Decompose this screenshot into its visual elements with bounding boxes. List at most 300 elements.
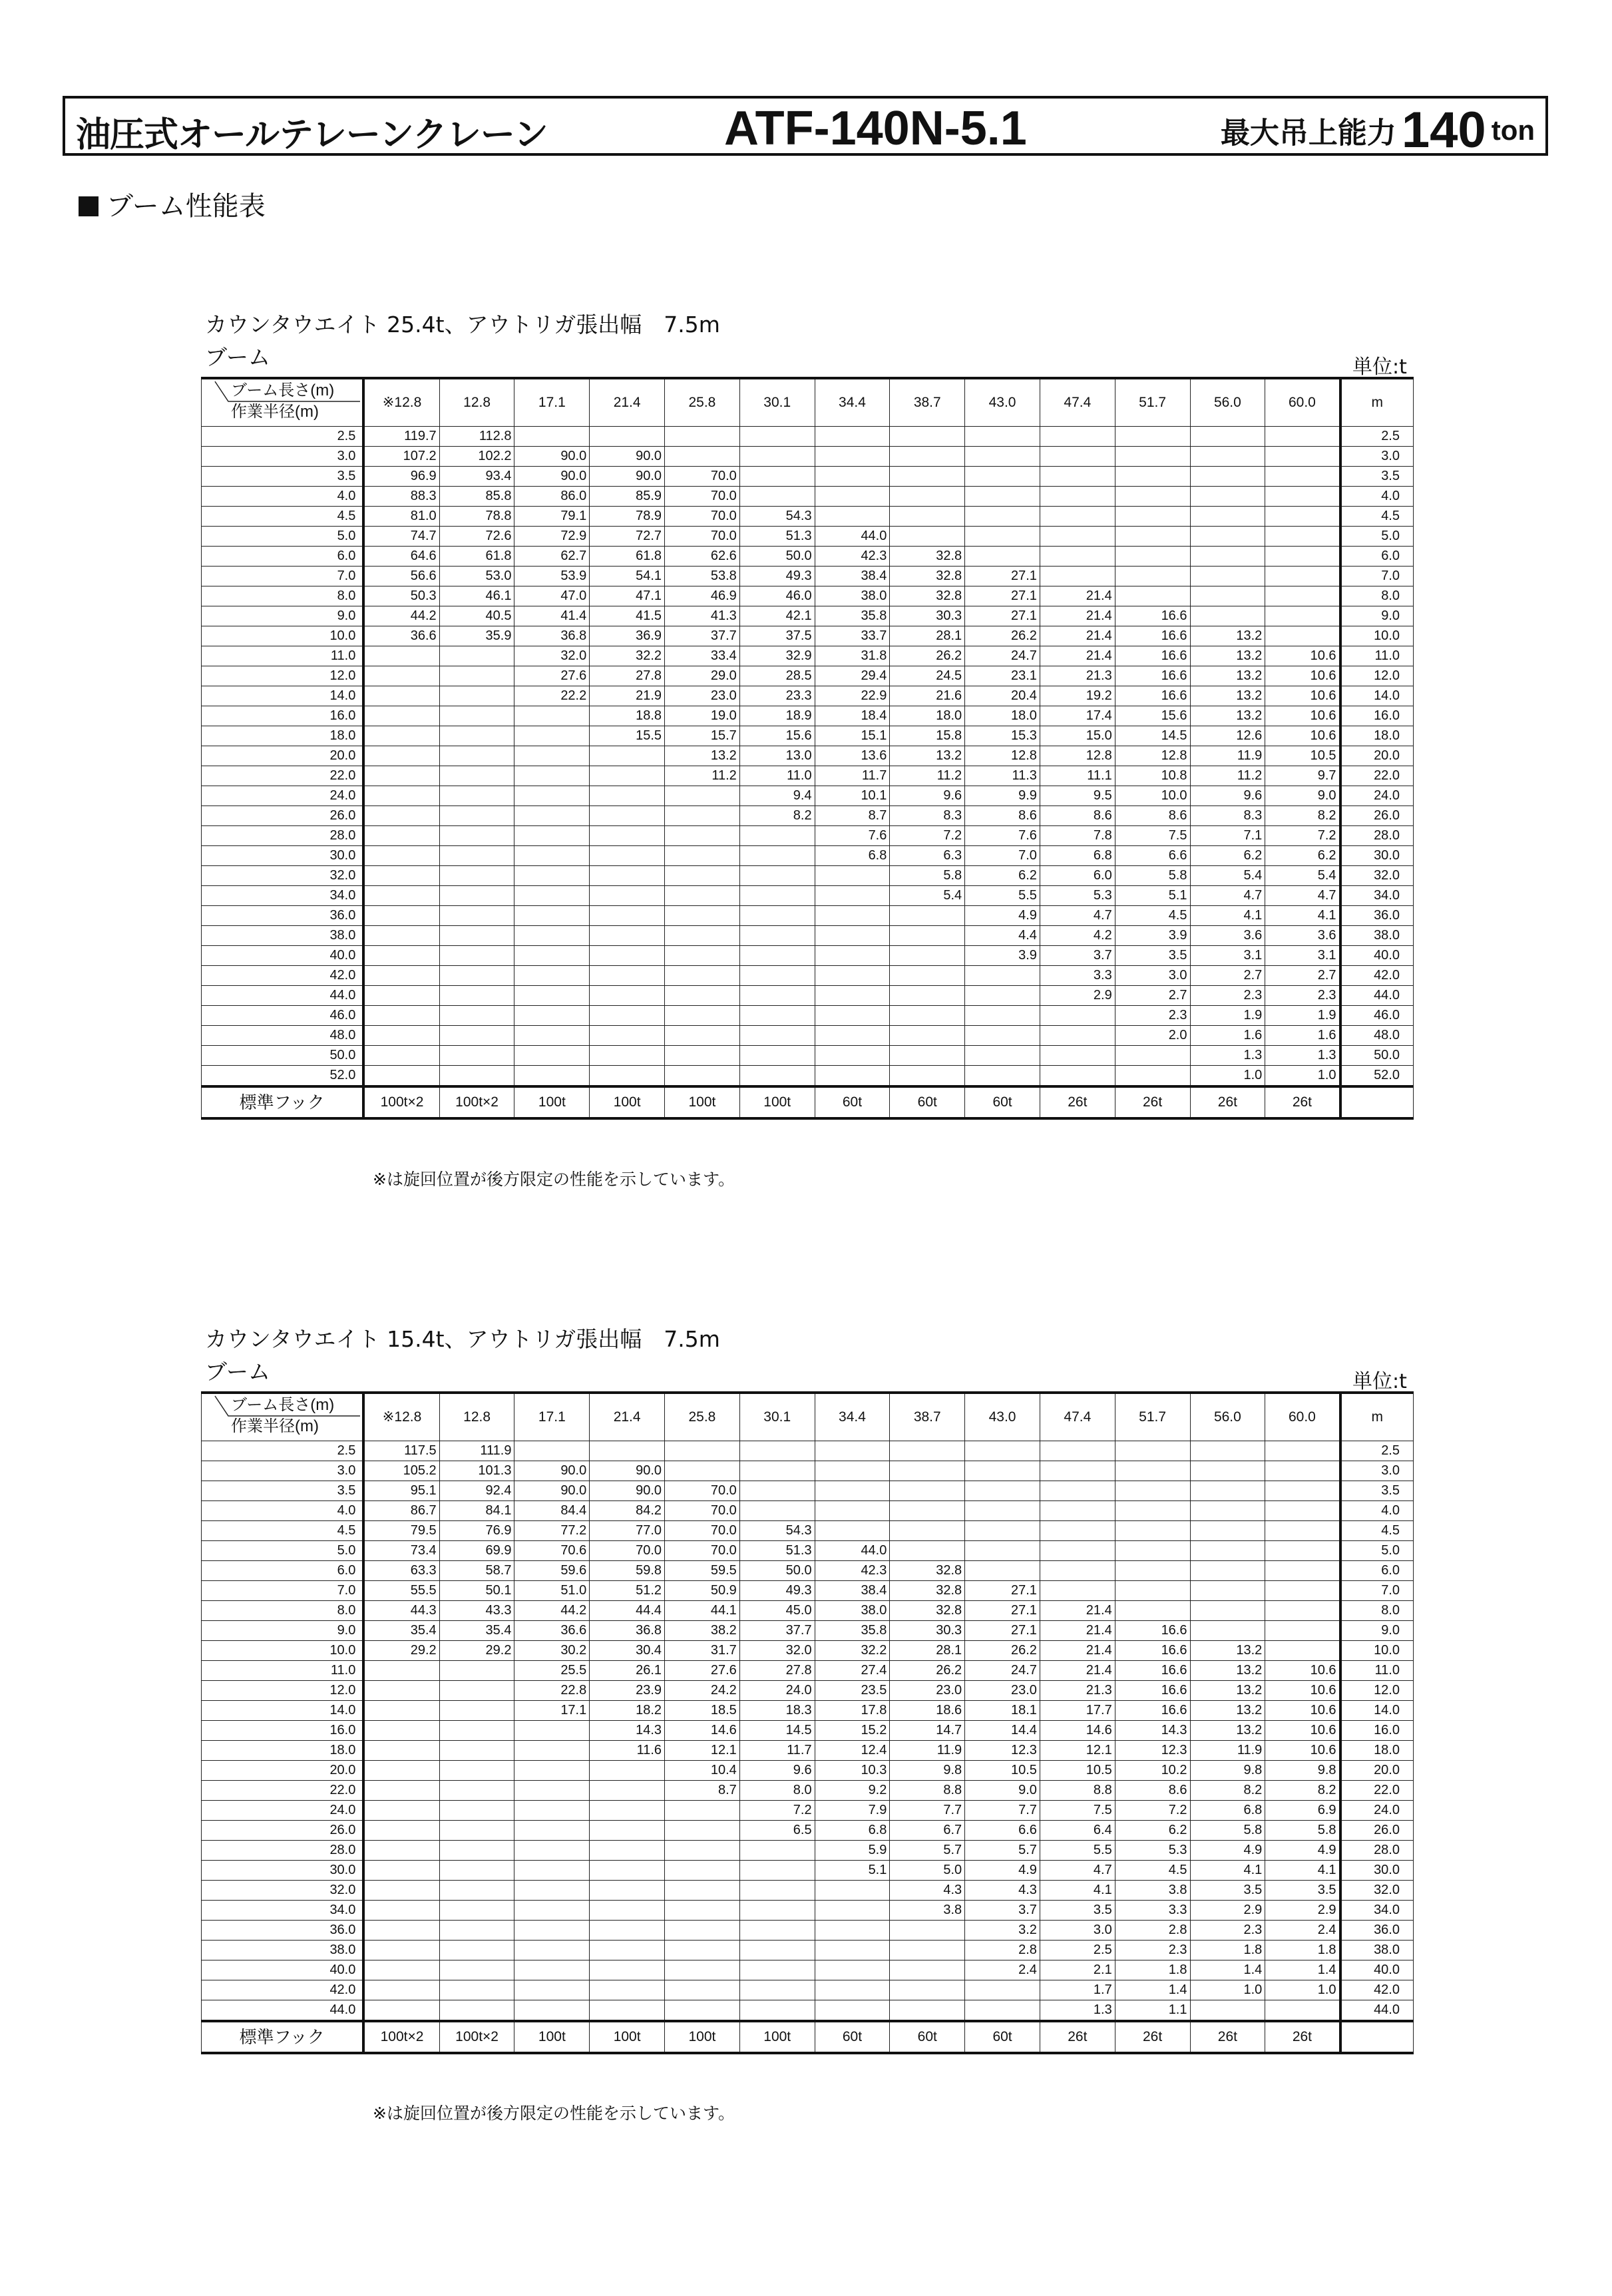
capacity-cell: 85.9 <box>590 487 665 507</box>
capacity-cell: 13.2 <box>890 746 965 766</box>
capacity-cell <box>1040 1581 1115 1601</box>
capacity-cell: 4.9 <box>965 1861 1040 1881</box>
capacity-cell: 2.7 <box>1115 986 1190 1006</box>
capacity-cell <box>890 966 965 986</box>
capacity-cell: 11.9 <box>1190 1741 1265 1761</box>
working-radius: 7.0 <box>202 1581 364 1601</box>
working-radius-right: 11.0 <box>1340 646 1414 666</box>
capacity-cell: 36.8 <box>590 1621 665 1641</box>
capacity-cell <box>1040 567 1115 586</box>
capacity-cell: 33.4 <box>665 646 740 666</box>
capacity-cell <box>514 1861 590 1881</box>
capacity-cell <box>1190 527 1265 547</box>
hook-cell: 60t <box>890 1086 965 1118</box>
capacity-cell: 59.5 <box>665 1561 740 1581</box>
capacity-cell <box>1190 586 1265 606</box>
capacity-cell: 84.4 <box>514 1501 590 1521</box>
working-radius: 22.0 <box>202 766 364 786</box>
capacity-cell: 10.5 <box>1265 746 1340 766</box>
hook-row-end <box>1340 1086 1414 1118</box>
hook-cell: 100t <box>590 1086 665 1118</box>
capacity-cell: 10.8 <box>1115 766 1190 786</box>
capacity-cell <box>890 906 965 926</box>
capacity-cell: 14.7 <box>890 1721 965 1741</box>
capacity-cell: 5.4 <box>1265 866 1340 886</box>
footnote: ※は旋回位置が後方限定の性能を示しています。 <box>373 2104 735 2123</box>
table-row <box>202 986 1414 1006</box>
capacity-cell <box>815 1980 890 2000</box>
capacity-cell: 12.8 <box>1115 746 1190 766</box>
capacity-cell: 3.3 <box>1040 966 1115 986</box>
capacity-cell <box>965 1501 1040 1521</box>
capacity-cell <box>1265 2000 1340 2022</box>
capacity-cell: 21.3 <box>1040 1681 1115 1701</box>
capacity-cell <box>1265 547 1340 567</box>
capacity-cell: 9.6 <box>890 786 965 806</box>
capacity-cell: 5.7 <box>890 1841 965 1861</box>
capacity-cell: 5.4 <box>1190 866 1265 886</box>
capacity-cell: 1.9 <box>1265 1006 1340 1026</box>
capacity-cell <box>739 467 815 487</box>
working-radius-right: 8.0 <box>1340 1601 1414 1621</box>
capacity-cell: 7.2 <box>1115 1801 1190 1821</box>
capacity-cell <box>363 866 439 886</box>
capacity-cell: 15.8 <box>890 726 965 746</box>
capacity-cell <box>815 1921 890 1941</box>
capacity-unit: ton <box>1491 114 1535 146</box>
capacity-cell <box>439 1781 514 1801</box>
boom-length-col: 60.0 <box>1265 1393 1340 1441</box>
working-radius-right: 4.0 <box>1340 487 1414 507</box>
table-row <box>202 467 1414 487</box>
capacity-cell: 4.1 <box>1040 1881 1115 1901</box>
working-radius-right: 34.0 <box>1340 886 1414 906</box>
capacity-cell <box>1040 1481 1115 1501</box>
capacity-cell: 22.2 <box>514 686 590 706</box>
working-radius-right: 14.0 <box>1340 1701 1414 1721</box>
boom-length-col: ※12.8 <box>363 378 439 427</box>
capacity-cell: 46.0 <box>739 586 815 606</box>
capacity-cell: 10.6 <box>1265 1721 1340 1741</box>
title-banner <box>63 96 1548 156</box>
capacity-cell: 4.9 <box>1190 1841 1265 1861</box>
working-radius: 42.0 <box>202 966 364 986</box>
capacity-cell: 18.5 <box>665 1701 740 1721</box>
capacity-cell: 1.3 <box>1040 2000 1115 2022</box>
working-radius: 6.0 <box>202 547 364 567</box>
capacity-cell <box>363 666 439 686</box>
capacity-cell: 15.7 <box>665 726 740 746</box>
capacity-cell <box>439 646 514 666</box>
capacity-cell: 42.3 <box>815 547 890 567</box>
capacity-cell <box>1190 2000 1265 2022</box>
working-radius: 4.0 <box>202 1501 364 1521</box>
capacity-cell <box>439 1841 514 1861</box>
capacity-cell: 72.7 <box>590 527 665 547</box>
capacity-cell: 70.0 <box>665 1541 740 1561</box>
capacity-cell <box>890 1026 965 1046</box>
working-radius: 28.0 <box>202 826 364 846</box>
capacity-cell: 90.0 <box>514 1481 590 1501</box>
capacity-cell <box>363 886 439 906</box>
table-row <box>202 1046 1414 1066</box>
capacity-cell <box>1115 567 1190 586</box>
boom-length-col: ※12.8 <box>363 1393 439 1441</box>
capacity-cell <box>439 1960 514 1980</box>
capacity-cell: 10.5 <box>1040 1761 1115 1781</box>
capacity-label: 最大吊上能力 <box>1220 116 1396 150</box>
capacity-cell <box>1265 1481 1340 1501</box>
capacity-cell: 90.0 <box>590 1481 665 1501</box>
capacity-cell <box>439 1921 514 1941</box>
capacity-cell <box>1040 447 1115 467</box>
capacity-cell: 5.8 <box>1190 1821 1265 1841</box>
capacity-cell <box>363 1980 439 2000</box>
working-radius: 50.0 <box>202 1046 364 1066</box>
table-row <box>202 1621 1414 1641</box>
capacity-cell <box>590 1861 665 1881</box>
capacity-cell <box>739 1881 815 1901</box>
hook-cell: 100t×2 <box>439 2021 514 2053</box>
capacity-cell <box>363 1921 439 1941</box>
capacity-cell: 1.8 <box>1115 1960 1190 1980</box>
capacity-cell: 28.5 <box>739 666 815 686</box>
capacity-cell <box>590 1026 665 1046</box>
capacity-cell: 2.8 <box>1115 1921 1190 1941</box>
capacity-cell: 1.1 <box>1115 2000 1190 2022</box>
working-radius: 52.0 <box>202 1066 364 1087</box>
capacity-cell <box>514 1066 590 1087</box>
capacity-cell: 9.9 <box>965 786 1040 806</box>
table-row <box>202 1681 1414 1701</box>
capacity-cell <box>665 1941 740 1960</box>
table-row <box>202 1841 1414 1861</box>
capacity-cell: 4.7 <box>1265 886 1340 906</box>
capacity-cell: 10.6 <box>1265 1741 1340 1761</box>
capacity-cell <box>590 1441 665 1461</box>
capacity-cell <box>815 1026 890 1046</box>
capacity-cell <box>1265 447 1340 467</box>
capacity-cell: 12.3 <box>965 1741 1040 1761</box>
capacity-cell: 10.6 <box>1265 1661 1340 1681</box>
capacity-cell: 28.1 <box>890 626 965 646</box>
capacity-cell <box>965 966 1040 986</box>
capacity-cell: 16.6 <box>1115 646 1190 666</box>
boom-label: ブーム <box>205 1359 271 1385</box>
capacity-cell <box>1190 547 1265 567</box>
working-radius: 34.0 <box>202 886 364 906</box>
capacity-cell <box>514 1781 590 1801</box>
capacity-cell: 4.1 <box>1265 1861 1340 1881</box>
capacity-cell <box>439 726 514 746</box>
working-radius: 34.0 <box>202 1901 364 1921</box>
capacity-cell: 14.3 <box>1115 1721 1190 1741</box>
capacity-cell: 9.8 <box>890 1761 965 1781</box>
capacity-cell: 45.0 <box>739 1601 815 1621</box>
capacity-cell <box>363 1960 439 1980</box>
working-radius: 11.0 <box>202 1661 364 1681</box>
capacity-cell: 54.1 <box>590 567 665 586</box>
capacity-cell: 24.2 <box>665 1681 740 1701</box>
table-row <box>202 1721 1414 1741</box>
capacity-cell <box>363 1901 439 1921</box>
capacity-cell: 3.5 <box>1190 1881 1265 1901</box>
capacity-cell <box>1265 1561 1340 1581</box>
working-radius: 18.0 <box>202 1741 364 1761</box>
capacity-cell: 8.6 <box>1115 1781 1190 1801</box>
capacity-cell: 12.8 <box>1040 746 1115 766</box>
capacity-cell <box>665 1821 740 1841</box>
capacity-cell <box>890 1006 965 1026</box>
capacity-cell <box>1265 586 1340 606</box>
capacity-cell <box>363 906 439 926</box>
table-row <box>202 1980 1414 2000</box>
capacity-cell: 27.1 <box>965 567 1040 586</box>
capacity-cell <box>363 1861 439 1881</box>
table-row <box>202 806 1414 826</box>
capacity-cell: 4.3 <box>965 1881 1040 1901</box>
capacity-cell: 13.2 <box>1190 666 1265 686</box>
capacity-cell <box>739 1046 815 1066</box>
capacity-cell: 6.0 <box>1040 866 1115 886</box>
boom-length-col: 56.0 <box>1190 378 1265 427</box>
hook-cell: 100t <box>739 1086 815 1118</box>
capacity-cell: 36.6 <box>514 1621 590 1641</box>
capacity-cell: 5.0 <box>890 1861 965 1881</box>
capacity-cell: 10.6 <box>1265 706 1340 726</box>
capacity-cell: 11.3 <box>965 766 1040 786</box>
table-row <box>202 1581 1414 1601</box>
capacity-cell: 42.1 <box>739 606 815 626</box>
capacity-cell <box>514 1801 590 1821</box>
capacity-cell: 12.6 <box>1190 726 1265 746</box>
capacity-cell: 44.0 <box>815 1541 890 1561</box>
capacity-cell: 10.0 <box>1115 786 1190 806</box>
capacity-cell <box>665 886 740 906</box>
footnote: ※は旋回位置が後方限定の性能を示しています。 <box>373 1170 735 1189</box>
capacity-cell: 13.0 <box>739 746 815 766</box>
capacity-cell: 70.0 <box>665 487 740 507</box>
working-radius-right: 6.0 <box>1340 1561 1414 1581</box>
capacity-cell: 1.0 <box>1265 1066 1340 1087</box>
table-row <box>202 586 1414 606</box>
capacity-cell: 21.4 <box>1040 646 1115 666</box>
capacity-cell <box>965 467 1040 487</box>
capacity-cell: 13.2 <box>1190 1641 1265 1661</box>
capacity-cell: 2.5 <box>1040 1941 1115 1960</box>
capacity-cell <box>965 1980 1040 2000</box>
capacity-cell <box>590 986 665 1006</box>
capacity-cell: 27.8 <box>739 1661 815 1681</box>
hook-label: 標準フック <box>202 1086 364 1118</box>
capacity-cell: 11.9 <box>1190 746 1265 766</box>
working-radius: 16.0 <box>202 706 364 726</box>
boom-length-col: 51.7 <box>1115 378 1190 427</box>
capacity-cell: 18.4 <box>815 706 890 726</box>
capacity-cell: 38.4 <box>815 567 890 586</box>
capacity-cell <box>439 906 514 926</box>
working-radius: 4.5 <box>202 1521 364 1541</box>
capacity-cell <box>514 1901 590 1921</box>
capacity-cell: 81.0 <box>363 507 439 527</box>
capacity-cell <box>739 1441 815 1461</box>
capacity-cell: 8.6 <box>1040 806 1115 826</box>
capacity-cell: 26.1 <box>590 1661 665 1681</box>
capacity-cell: 12.3 <box>1115 1741 1190 1761</box>
hook-row-end <box>1340 2021 1414 2053</box>
working-radius: 3.0 <box>202 447 364 467</box>
capacity-cell <box>1115 487 1190 507</box>
capacity-cell <box>363 946 439 966</box>
capacity-cell: 9.0 <box>1265 786 1340 806</box>
capacity-cell <box>1190 487 1265 507</box>
capacity-cell: 18.6 <box>890 1701 965 1721</box>
capacity-cell <box>890 2000 965 2022</box>
capacity-cell <box>590 766 665 786</box>
capacity-cell: 2.8 <box>965 1941 1040 1960</box>
working-radius: 9.0 <box>202 606 364 626</box>
capacity-cell: 8.8 <box>1040 1781 1115 1801</box>
capacity-cell <box>815 1881 890 1901</box>
working-radius: 12.0 <box>202 1681 364 1701</box>
hook-cell: 26t <box>1115 2021 1190 2053</box>
capacity-cell <box>439 1661 514 1681</box>
capacity-cell: 96.9 <box>363 467 439 487</box>
capacity-cell: 19.2 <box>1040 686 1115 706</box>
working-radius: 11.0 <box>202 646 364 666</box>
capacity-cell <box>665 986 740 1006</box>
working-radius-right: 40.0 <box>1340 1960 1414 1980</box>
capacity-cell: 64.6 <box>363 547 439 567</box>
boom-length-col: 43.0 <box>965 378 1040 427</box>
capacity-cell <box>590 2000 665 2022</box>
capacity-cell: 41.5 <box>590 606 665 626</box>
capacity-cell <box>890 1066 965 1087</box>
table-row <box>202 567 1414 586</box>
capacity-cell <box>439 1861 514 1881</box>
capacity-cell: 46.1 <box>439 586 514 606</box>
working-radius-right: 8.0 <box>1340 586 1414 606</box>
capacity-cell <box>514 1960 590 1980</box>
capacity-cell: 8.0 <box>739 1781 815 1801</box>
working-radius: 38.0 <box>202 1941 364 1960</box>
capacity-cell <box>363 706 439 726</box>
capacity-cell <box>665 1881 740 1901</box>
capacity-cell: 5.5 <box>965 886 1040 906</box>
boom-length-col: 51.7 <box>1115 1393 1190 1441</box>
capacity-cell <box>1190 507 1265 527</box>
capacity-cell: 11.7 <box>815 766 890 786</box>
capacity-cell: 17.4 <box>1040 706 1115 726</box>
capacity-cell <box>439 1881 514 1901</box>
capacity-cell: 10.6 <box>1265 666 1340 686</box>
capacity-cell: 22.8 <box>514 1681 590 1701</box>
capacity-cell: 90.0 <box>590 467 665 487</box>
working-radius-right: 14.0 <box>1340 686 1414 706</box>
capacity-cell <box>1040 547 1115 567</box>
boom-label: ブーム <box>205 344 271 370</box>
table-row <box>202 1921 1414 1941</box>
capacity-cell: 37.7 <box>739 1621 815 1641</box>
capacity-cell <box>363 1721 439 1741</box>
table-row <box>202 886 1414 906</box>
capacity-cell <box>1115 527 1190 547</box>
capacity-cell: 6.3 <box>890 846 965 866</box>
capacity-cell: 35.8 <box>815 1621 890 1641</box>
boom-length-col: 38.7 <box>890 378 965 427</box>
working-radius: 3.5 <box>202 467 364 487</box>
boom-length-col: 38.7 <box>890 1393 965 1441</box>
capacity-cell: 41.3 <box>665 606 740 626</box>
capacity-cell: 1.8 <box>1265 1941 1340 1960</box>
capacity-cell: 16.6 <box>1115 626 1190 646</box>
capacity-cell <box>665 1441 740 1461</box>
capacity-cell: 26.2 <box>890 646 965 666</box>
working-radius-right: 4.5 <box>1340 507 1414 527</box>
capacity-cell <box>815 1901 890 1921</box>
capacity-cell: 90.0 <box>514 467 590 487</box>
capacity-cell: 44.1 <box>665 1601 740 1621</box>
working-radius-right: 22.0 <box>1340 1781 1414 1801</box>
working-radius-right: 32.0 <box>1340 866 1414 886</box>
working-radius: 8.0 <box>202 586 364 606</box>
capacity-cell <box>739 826 815 846</box>
capacity-cell <box>890 487 965 507</box>
capacity-cell: 51.3 <box>739 1541 815 1561</box>
working-radius: 6.0 <box>202 1561 364 1581</box>
capacity-cell: 3.6 <box>1190 926 1265 946</box>
model-name: ATF-140N-5.1 <box>724 102 1027 155</box>
capacity-cell: 10.5 <box>965 1761 1040 1781</box>
capacity-cell <box>1265 467 1340 487</box>
capacity-cell: 32.8 <box>890 567 965 586</box>
capacity-cell <box>1115 1601 1190 1621</box>
capacity-cell <box>1040 427 1115 447</box>
capacity-cell: 54.3 <box>739 1521 815 1541</box>
hook-cell: 26t <box>1265 1086 1340 1118</box>
capacity-cell <box>363 846 439 866</box>
capacity-cell <box>590 1960 665 1980</box>
capacity-cell <box>363 686 439 706</box>
working-radius: 26.0 <box>202 1821 364 1841</box>
capacity-cell: 3.5 <box>1115 946 1190 966</box>
capacity-cell <box>514 1721 590 1741</box>
capacity-cell <box>514 886 590 906</box>
capacity-cell <box>1190 447 1265 467</box>
capacity-cell <box>739 1960 815 1980</box>
capacity-cell <box>1190 1481 1265 1501</box>
capacity-cell <box>665 1461 740 1481</box>
table-row <box>202 1461 1414 1481</box>
capacity-cell <box>363 1701 439 1721</box>
working-radius-header: 作業半径(m) <box>231 403 319 421</box>
unit-col-header: m <box>1340 378 1414 427</box>
capacity-cell: 9.2 <box>815 1781 890 1801</box>
capacity-cell <box>665 866 740 886</box>
capacity-cell: 7.2 <box>739 1801 815 1821</box>
capacity-cell: 51.0 <box>514 1581 590 1601</box>
capacity-cell: 72.9 <box>514 527 590 547</box>
working-radius-right: 24.0 <box>1340 1801 1414 1821</box>
working-radius: 18.0 <box>202 726 364 746</box>
capacity-cell <box>665 1066 740 1087</box>
working-radius-right: 18.0 <box>1340 726 1414 746</box>
capacity-cell: 8.7 <box>665 1781 740 1801</box>
capacity-cell: 15.5 <box>590 726 665 746</box>
hook-cell: 60t <box>815 1086 890 1118</box>
capacity-cell <box>1190 1521 1265 1541</box>
capacity-cell: 32.8 <box>890 586 965 606</box>
